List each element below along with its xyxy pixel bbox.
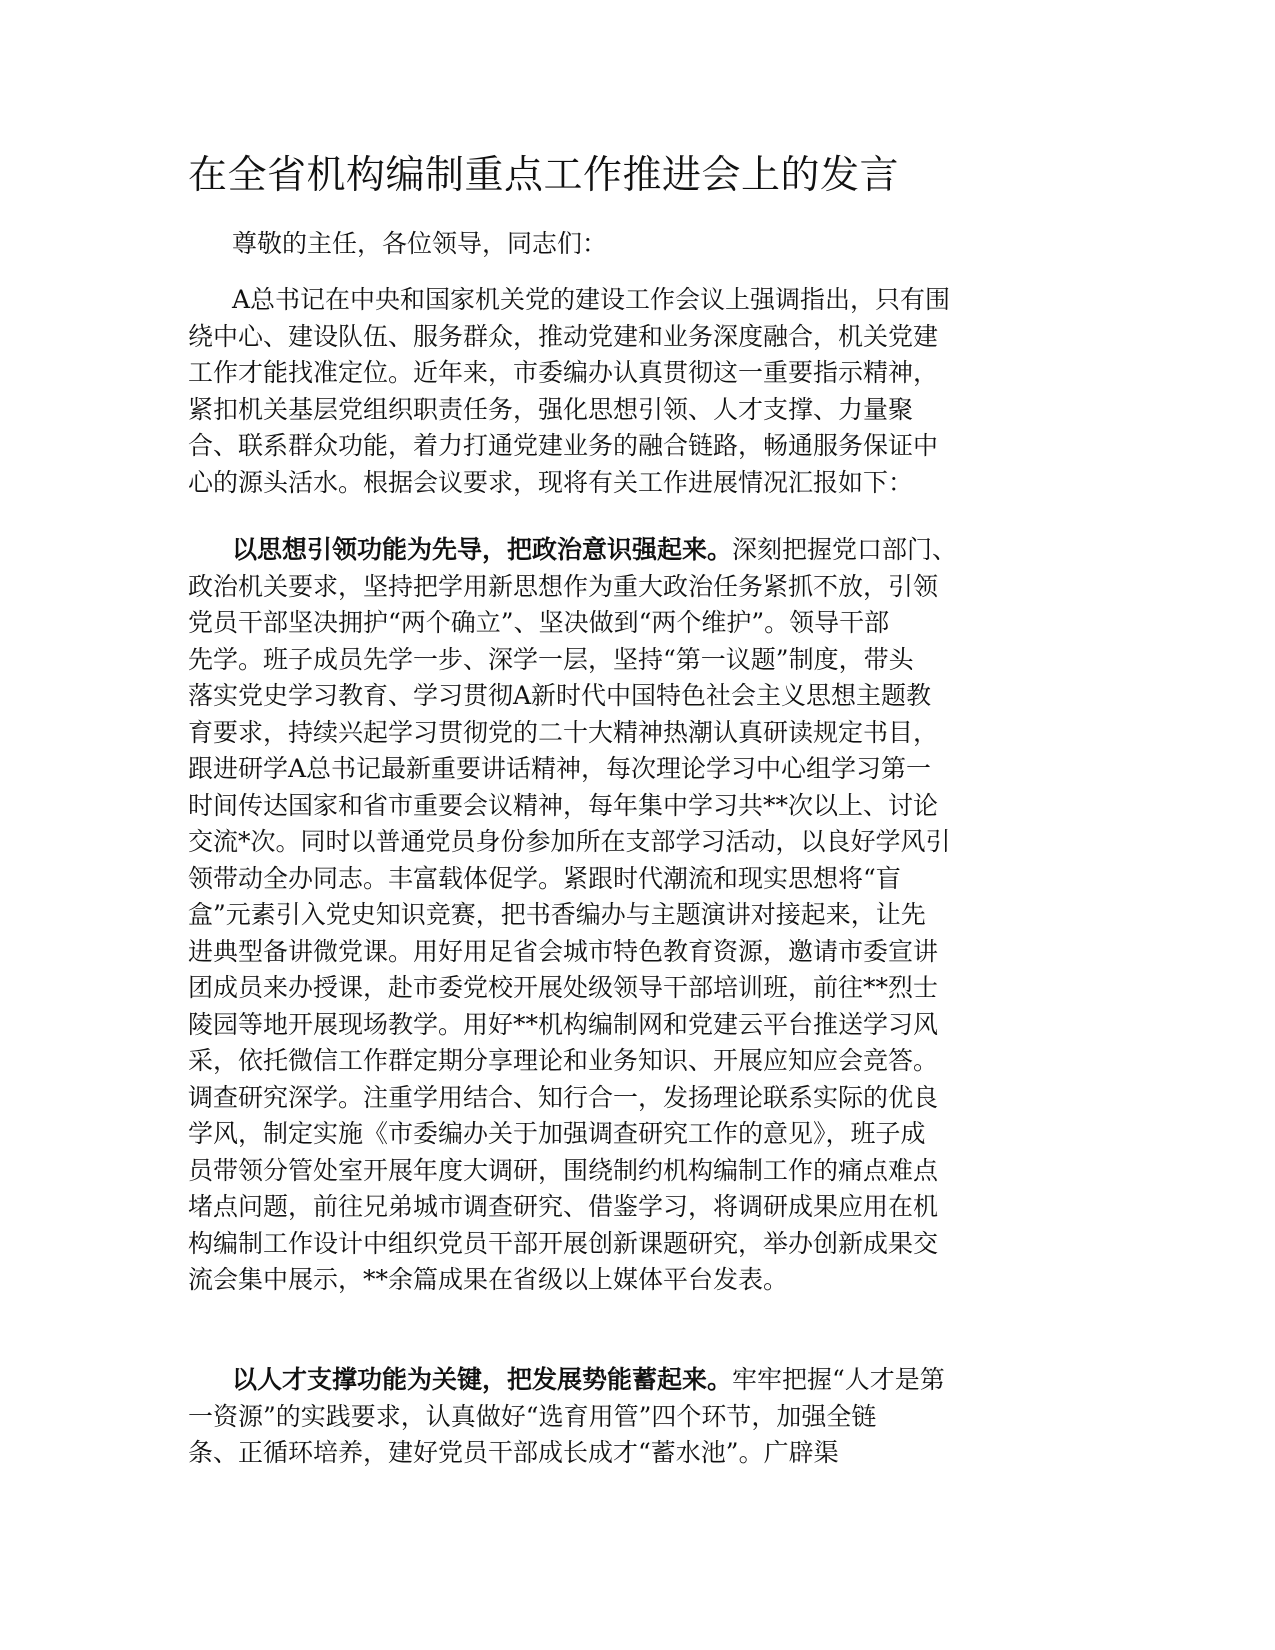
paragraph-line: 一资源”的实践要求，认真做好“选育用管”四个环节，加强全链 bbox=[188, 1401, 877, 1431]
paragraph-talent-support bbox=[188, 1362, 1068, 1472]
paragraph-line: A总书记在中央和国家机关党的建设工作会议上强调指出，只有围 bbox=[232, 285, 951, 314]
paragraph-line: 学风，制定实施《市委编办关于加强调查研究工作的意见》，班子成 bbox=[188, 1119, 926, 1148]
paragraph-line: 领带动全办同志。丰富载体促学。紧跟时代潮流和现实思想将“盲 bbox=[188, 863, 901, 893]
paragraph-line: 时间传达国家和省市重要会议精神，每年集中学习共**次以上、讨论 bbox=[188, 790, 939, 820]
paragraph-line: 陵园等地开展现场教学。用好**机构编制网和党建云平台推送学习风 bbox=[188, 1009, 939, 1039]
paragraph-line: 绕中心、建设队伍、服务群众，推动党建和业务深度融合，机关党建 bbox=[188, 321, 939, 351]
paragraph-line: 交流*次。同时以普通党员身份参加所在支部学习活动，以良好学风引 bbox=[188, 827, 951, 856]
section-heading: 以人才支撑功能为关键，把发展势能蓄起来。 bbox=[232, 1365, 733, 1394]
paragraph-line: 政治机关要求，坚持把学用新思想作为重大政治任务紧抓不放，引领 bbox=[188, 571, 939, 601]
paragraph-line: 堵点问题，前往兄弟城市调查研究、借鉴学习，将调研成果应用在机 bbox=[188, 1192, 939, 1221]
paragraph-text: 深刻把握党口部门、 bbox=[732, 535, 958, 564]
paragraph-line: 先学。班子成员先学一步、深学一层，坚持“第一议题”制度，带头 bbox=[188, 644, 914, 674]
paragraph-line: 盒”元素引入党史知识竞赛，把书香编办与主题演讲对接起来，让先 bbox=[188, 900, 926, 929]
paragraph-line: 团成员来办授课，赴市委党校开展处级领导干部培训班，前往**烈士 bbox=[188, 973, 939, 1002]
paragraph-intro bbox=[188, 282, 1068, 501]
paragraph-line: 调查研究深学。注重学用结合、知行合一，发扬理论联系实际的优良 bbox=[188, 1082, 939, 1112]
paragraph-line: 跟进研学A总书记最新重要讲话精神，每次理论学习中心组学习第一 bbox=[188, 754, 932, 783]
document-title: 在全省机构编制重点工作推进会上的发言 bbox=[188, 153, 900, 198]
paragraph-first-line bbox=[188, 532, 1068, 569]
paragraph-line: 合、联系群众功能，着力打通党建业务的融合链路，畅通服务保证中 bbox=[188, 431, 939, 460]
paragraph-line: 采，依托微信工作群定期分享理论和业务知识、开展应知应会竞答。 bbox=[188, 1046, 939, 1075]
paragraph-ideological-guidance bbox=[188, 532, 1068, 1299]
paragraph-line: 流会集中展示，**余篇成果在省级以上媒体平台发表。 bbox=[188, 1265, 789, 1294]
paragraph-line: 心的源头活水。根据会议要求，现将有关工作进展情况汇报如下： bbox=[188, 467, 914, 497]
paragraph-first-line bbox=[188, 1362, 1068, 1399]
section-heading: 以思想引领功能为先导，把政治意识强起来。 bbox=[232, 535, 733, 564]
paragraph-line: 紧扣机关基层党组织职责任务，强化思想引领、人才支撑、力量聚 bbox=[188, 394, 914, 424]
paragraph-line: 落实党史学习教育、学习贯彻A新时代中国特色社会主义思想主题教 bbox=[188, 681, 932, 710]
paragraph-line: 育要求，持续兴起学习贯彻党的二十大精神热潮认真研读规定书目， bbox=[188, 717, 939, 747]
paragraph-line: 员带领分管处室开展年度大调研，围绕制约机构编制工作的痛点难点 bbox=[188, 1155, 939, 1185]
paragraph-line: 构编制工作设计中组织党员干部开展创新课题研究，举办创新成果交 bbox=[188, 1228, 939, 1258]
paragraph-line: 工作才能找准定位。近年来，市委编办认真贯彻这一重要指示精神， bbox=[188, 358, 939, 387]
paragraph-text: 牢牢把握“人才是第 bbox=[732, 1365, 945, 1394]
salutation: 尊敬的主任，各位领导，同志们： bbox=[232, 229, 608, 258]
paragraph-line: 进典型备讲微党课。用好用足省会城市特色教育资源，邀请市委宣讲 bbox=[188, 936, 939, 966]
paragraph-line: 党员干部坚决拥护“两个确立”、坚决做到“两个维护”。领导干部 bbox=[188, 608, 890, 637]
paragraph-line: 条、正循环培养，建好党员干部成长成才“蓄水池”。广辟渠 bbox=[188, 1438, 839, 1467]
